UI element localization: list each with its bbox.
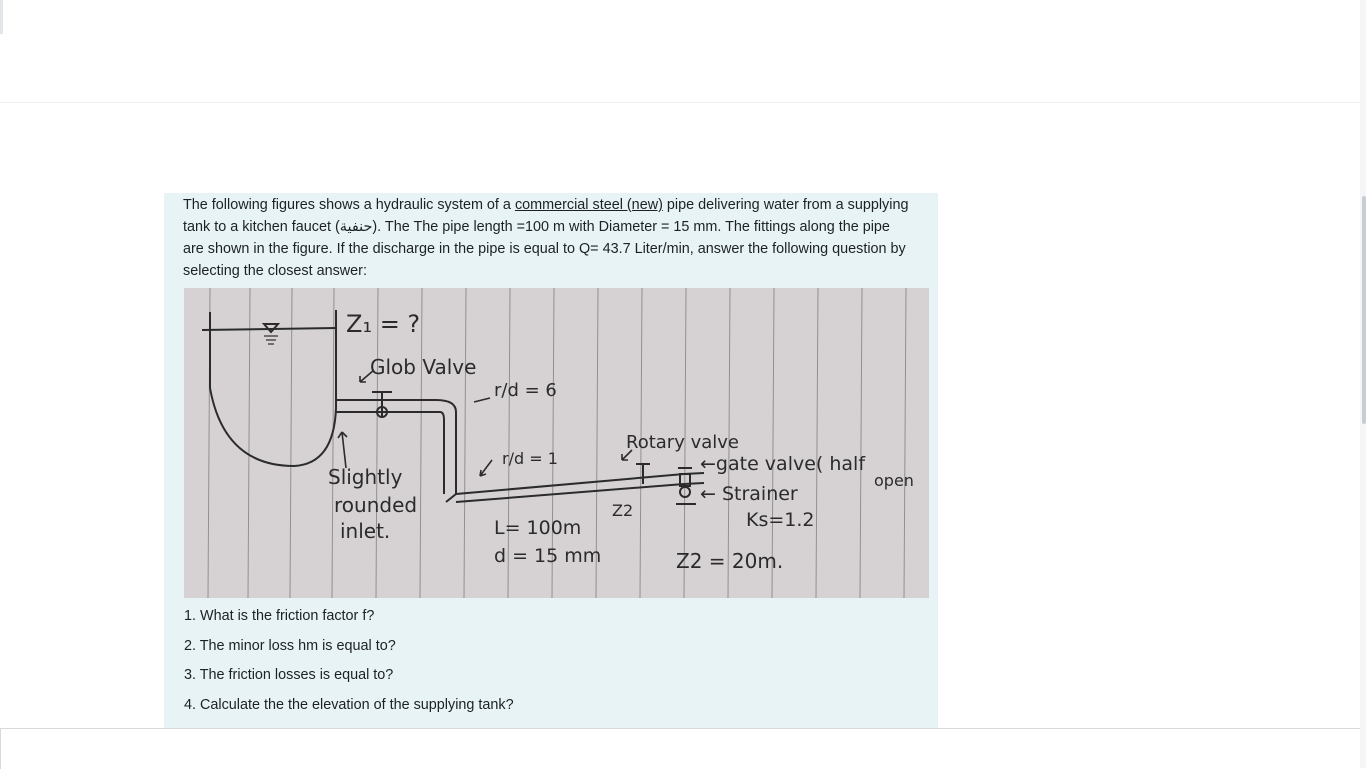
half-open-label: open [874, 471, 914, 490]
subquestion-2: 2. The minor loss hm is equal to? [184, 638, 396, 654]
material-link[interactable]: commercial steel (new) [514, 197, 663, 213]
subquestion-1: 1. What is the friction factor f? [184, 608, 375, 624]
hydraulic-system-sketch [184, 288, 929, 598]
glob-valve-label: Glob Valve [370, 355, 477, 379]
inlet-label-line-3: inlet. [340, 519, 391, 543]
inlet-label-line-2: rounded [334, 493, 418, 517]
bottom-panel [0, 728, 1365, 769]
subquestion-3: 3. The friction losses is equal to? [184, 667, 394, 683]
question-card [164, 193, 938, 728]
annotation-arrows [338, 370, 632, 476]
question-intro-part-1: The following figures shows a hydraulic system of a [183, 197, 515, 213]
z2-marker-label: Z2 [612, 501, 634, 520]
header-divider [0, 102, 1366, 103]
scrollbar-thumb[interactable] [1362, 196, 1366, 424]
question-intro-part-2: pipe delivering water from a supplying tank to a kitchen faucet (حنفية). The The pipe length =100 m with Diameter = 15 mm. The fittings along the pipe are shown in the figure. If the discharge in the pipe is equal to Q= 43.7 Liter/min, answer the following question by selecting the closest answer: [183, 197, 909, 279]
pipe-diameter-label: d = 15 mm [494, 545, 602, 567]
supply-tank [202, 310, 336, 466]
z2-value-label: Z2 = 20m. [676, 549, 784, 573]
rotary-valve-label: Rotary valve [626, 432, 739, 453]
strainer-label: ← Strainer [700, 483, 798, 505]
rd6-label: r/d = 6 [494, 380, 557, 401]
inlet-label-line-1: Slightly [328, 465, 403, 489]
ks-label: Ks=1.2 [746, 509, 815, 531]
glob-valve-symbol [372, 392, 392, 418]
question-text [183, 194, 913, 282]
z1-label: Z₁ = ? [346, 310, 421, 338]
gate-valve-label: ←gate valve( half [700, 453, 866, 475]
rd1-label: r/d = 1 [502, 449, 558, 468]
subquestion-4: 4. Calculate the the elevation of the supplying tank? [184, 697, 514, 713]
hydraulic-system-figure [184, 288, 929, 598]
pipe-length-label: L= 100m [494, 517, 582, 539]
left-edge-marker [0, 0, 3, 34]
